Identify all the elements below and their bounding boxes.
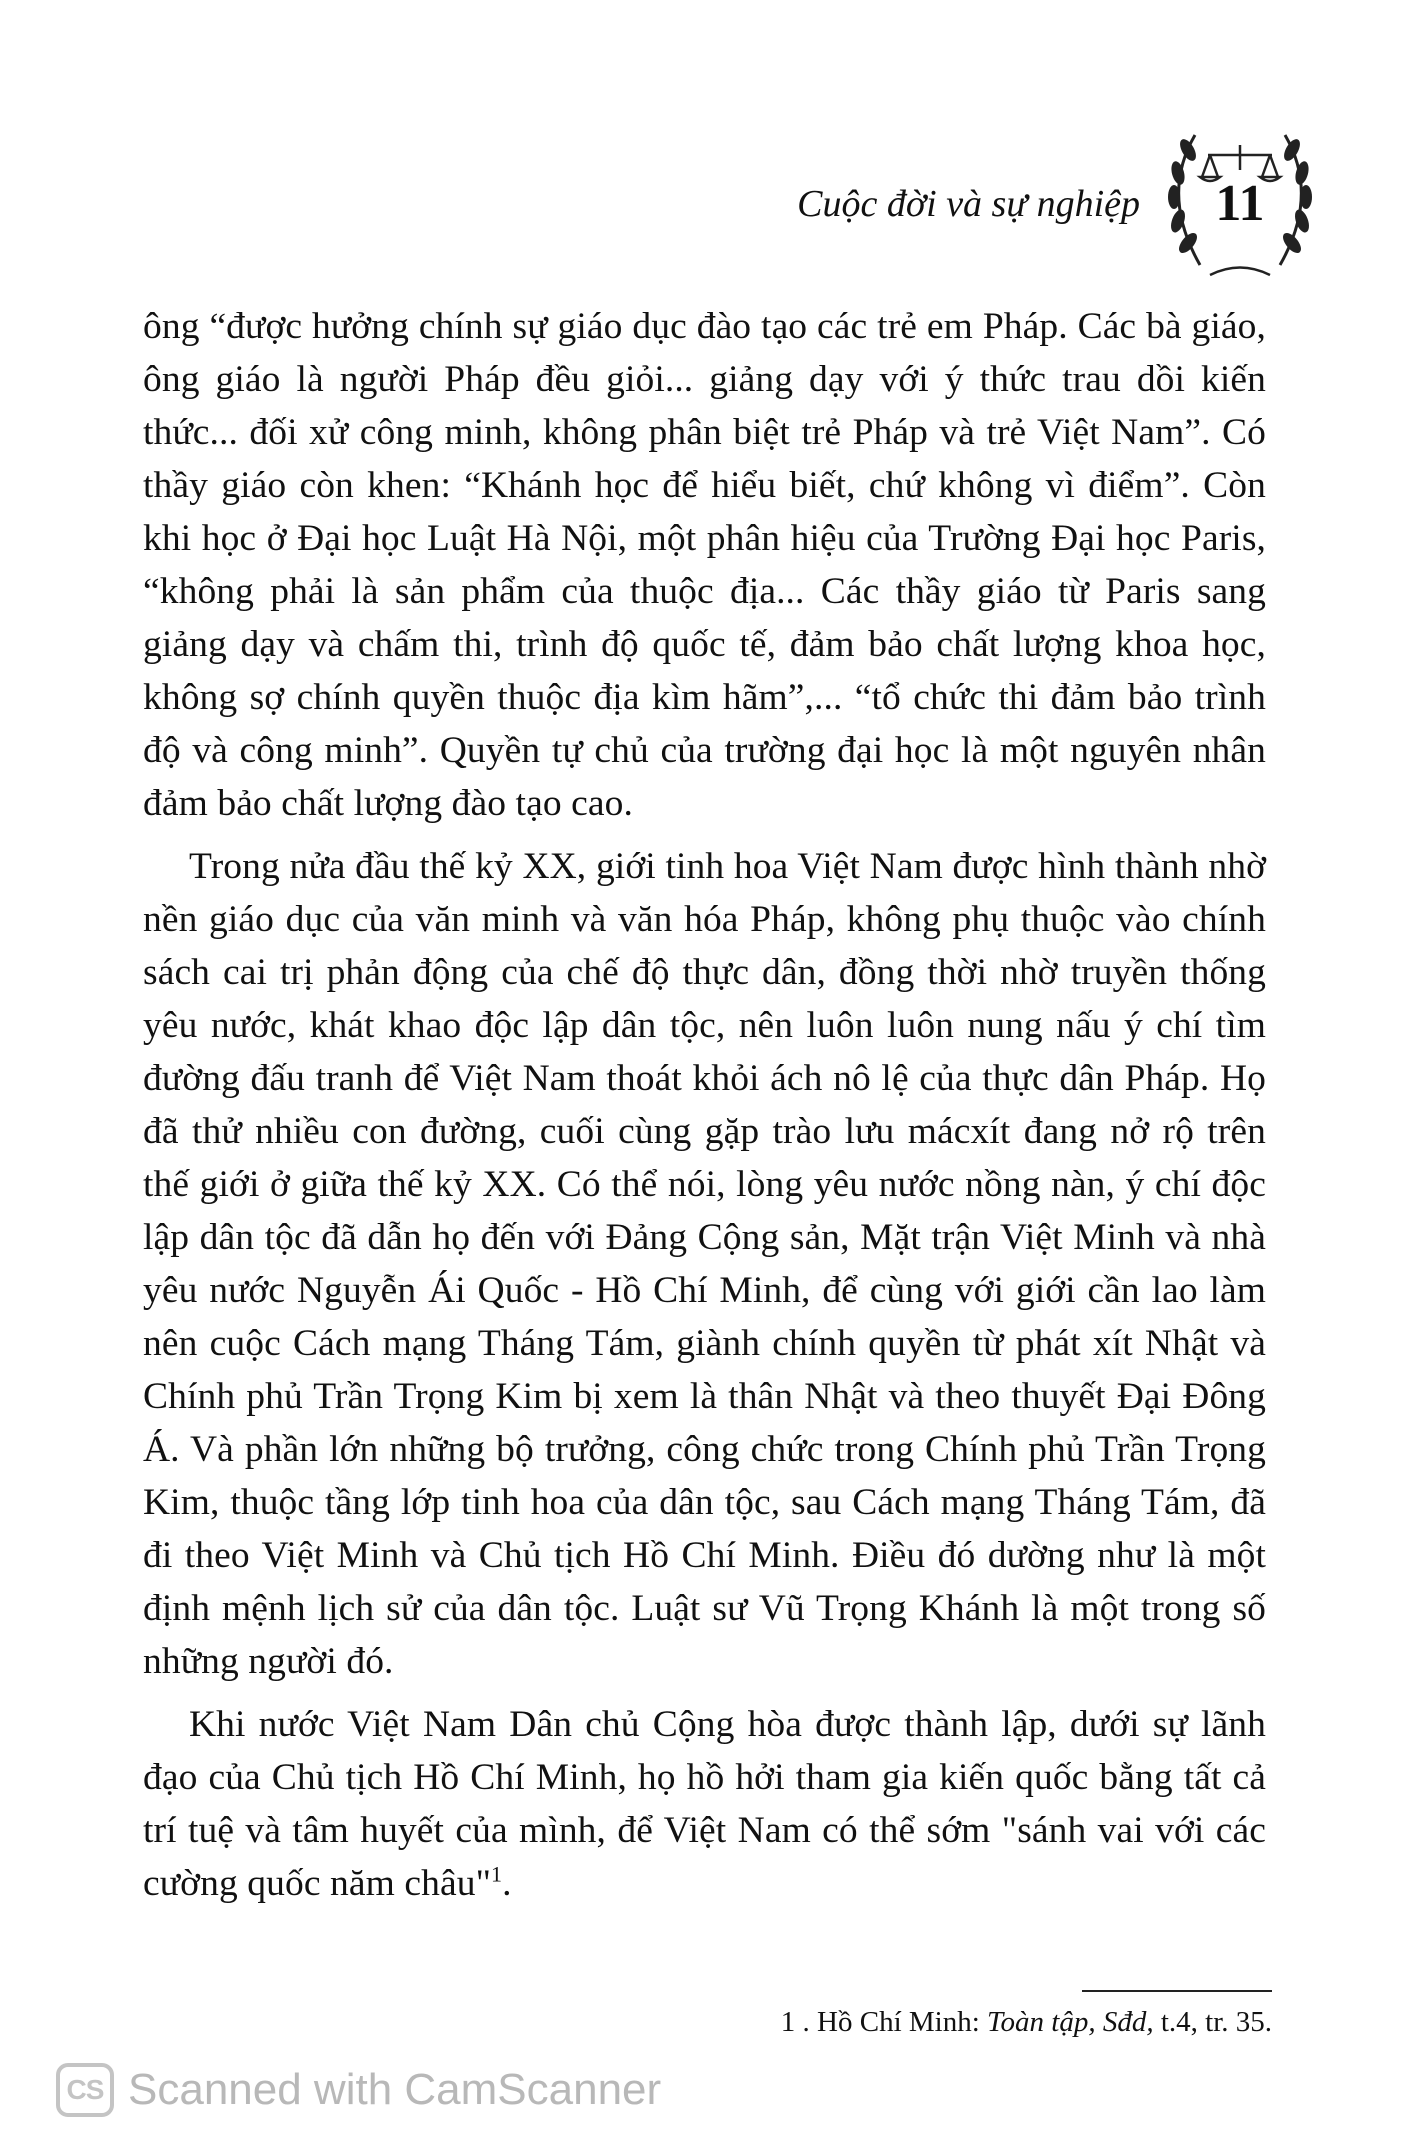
watermark-text: Scanned with CamScanner xyxy=(128,2065,662,2114)
camscanner-watermark xyxy=(56,2060,661,2120)
camscanner-logo-icon: CS xyxy=(56,2063,114,2117)
body-text xyxy=(143,300,1266,1910)
footnote-location: t.4, tr. 35. xyxy=(1153,2006,1272,2038)
footnote-title: Toàn tập, Sđd, xyxy=(987,2006,1154,2038)
footnote xyxy=(560,2004,1272,2040)
footnote-number: 1 . xyxy=(780,2006,818,2038)
paragraph-3 xyxy=(143,1698,1266,1910)
footnote-divider xyxy=(1082,1990,1272,1992)
paragraph-1: ông “được hưởng chính sự giáo dục đào tạo các trẻ em Pháp. Các bà giáo, ông giáo là người Pháp đều giỏi... giảng dạy với ý thức trau dồi kiến thức... đối xử công minh, không phân biệt trẻ Pháp và trẻ Việt Nam”. Có thầy giáo còn khen: “Khánh học để hiểu biết, chứ không vì điểm”. Còn khi học ở Đại học Luật Hà Nội, một phân hiệu của Trường Đại học Paris, “không phải là sản phẩm của thuộc địa... Các thầy giáo từ Paris sang giảng dạy và chấm thi, trình độ quốc tế, đảm bảo chất lượng khoa học, không sợ chính quyền thuộc địa kìm hãm”,... “tổ chức thi đảm bảo trình độ và công minh”. Quyền tự chủ của trường đại học là một nguyên nhân đảm bảo chất lượng đào tạo cao. xyxy=(143,306,1266,824)
paragraph-3-end-punct: . xyxy=(502,1863,512,1904)
running-header-title: Cuộc đời và sự nghiệp xyxy=(797,183,1140,225)
footnote-author: Hồ Chí Minh: xyxy=(817,2006,988,2038)
footnote-reference: 1 xyxy=(490,1861,503,1887)
page-number: 11 xyxy=(1215,175,1265,232)
paragraph-3-text: Khi nước Việt Nam Dân chủ Cộng hòa được thành lập, dưới sự lãnh đạo của Chủ tịch Hồ Chí Minh, họ hồ hởi tham gia kiến quốc bằng tất cả trí tuệ và tâm huyết của mình, để Việt Nam có thể sớm "sánh vai với các cường quốc năm châu" xyxy=(143,1704,1266,1904)
paragraph-2: Trong nửa đầu thế kỷ XX, giới tinh hoa Việt Nam được hình thành nhờ nền giáo dục của văn minh và văn hóa Pháp, không phụ thuộc vào chính sách cai trị phản động của chế độ thực dân, đồng thời nhờ truyền thống yêu nước, khát khao độc lập dân tộc, nên luôn luôn nung nấu ý chí tìm đường đấu tranh để Việt Nam thoát khỏi ách nô lệ của thực dân Pháp. Họ đã thử nhiều con đường, cuối cùng gặp trào lưu mácxít đang nở rộ trên thế giới ở giữa thế kỷ XX. Có thể nói, lòng yêu nước nồng nàn, ý chí độc lập dân tộc đã dẫn họ đến với Đảng Cộng sản, Mặt trận Việt Minh và nhà yêu nước Nguyễn Ái Quốc - Hồ Chí Minh, để cùng với giới cần lao làm nên cuộc Cách mạng Tháng Tám, giành chính quyền từ phát xít Nhật và Chính phủ Trần Trọng Kim bị xem là thân Nhật và theo thuyết Đại Đông Á. Và phần lớn những bộ trưởng, công chức trong Chính phủ Trần Trọng Kim, thuộc tầng lớp tinh hoa của dân tộc, sau Cách mạng Tháng Tám, đã đi theo Việt Minh và Chủ tịch Hồ Chí Minh. Điều đó dường như là một định mệnh lịch sử của dân tộc. Luật sư Vũ Trọng Khánh là một trong số những người đó. xyxy=(143,846,1266,1682)
